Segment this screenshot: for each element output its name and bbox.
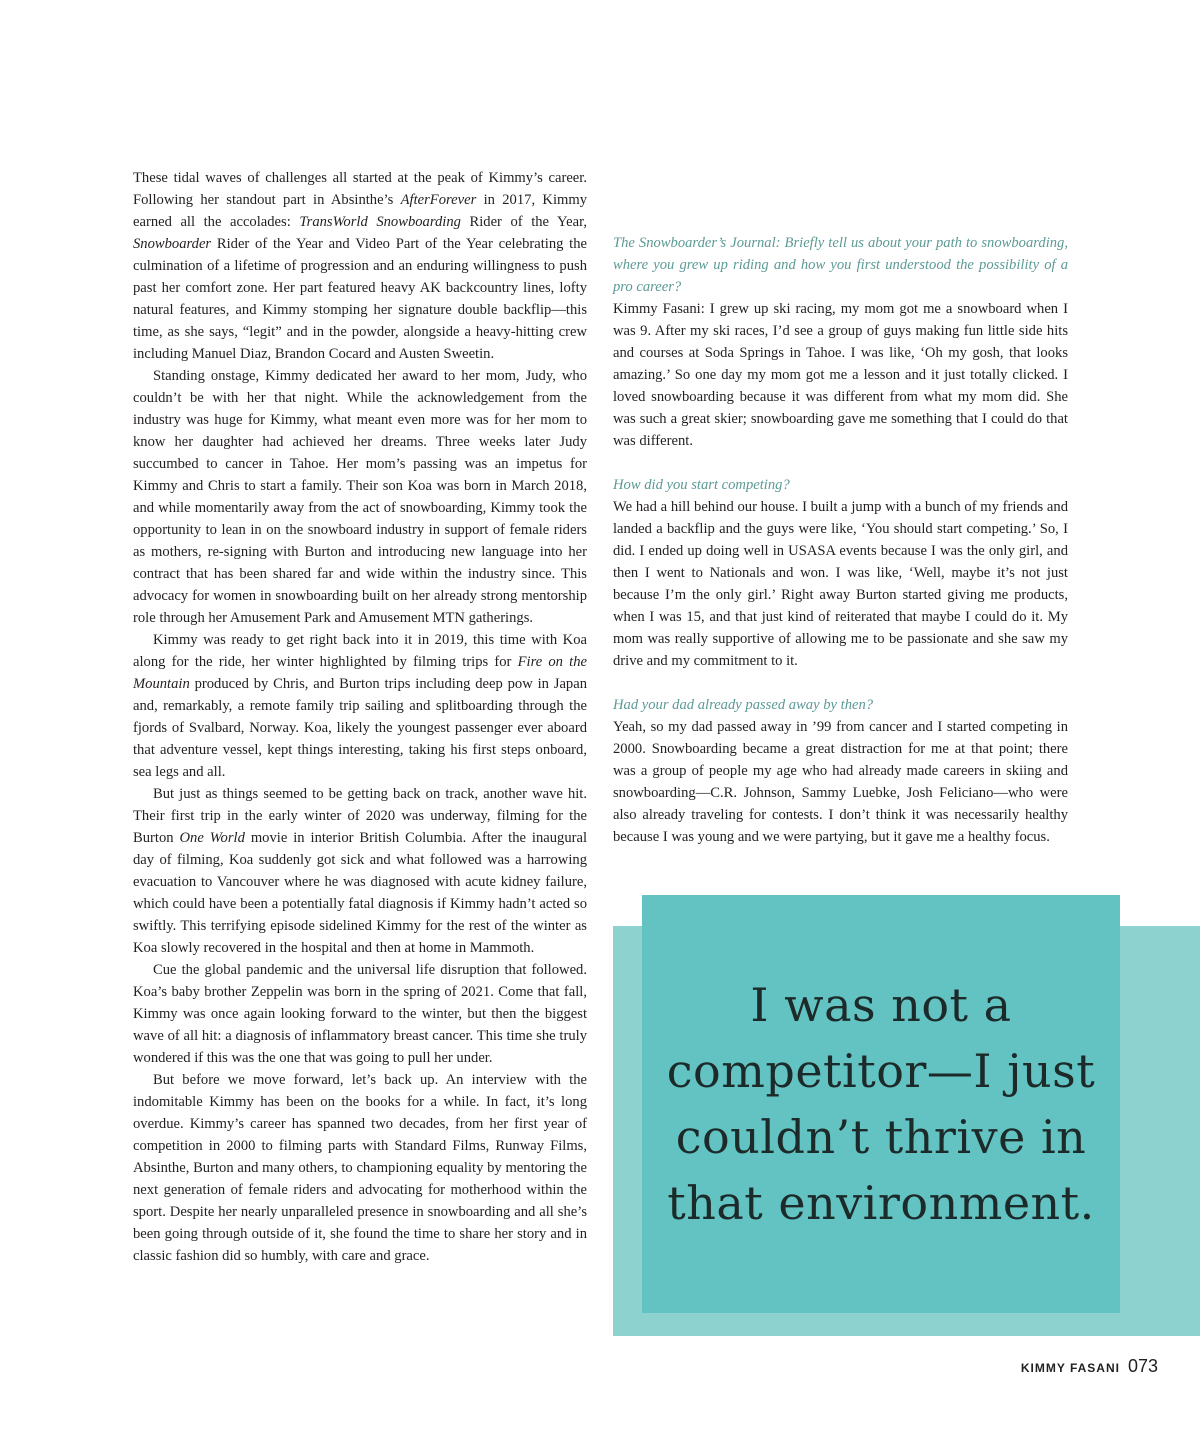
paragraph-5: Cue the global pandemic and the universal life disruption that followed. Koa’s baby brother Zeppelin was born in the spring of 2021. Come that fall, Kimmy was once again looking forward to the winter, but then the biggest wave of all hit: a diagnosis of inflammatory breast cancer. This time she truly wondered if this was the one that was going to pull her under. (133, 962, 587, 1066)
interview-question: How did you start competing? (613, 477, 790, 493)
interview-column (613, 232, 1068, 870)
interview-answer: Kimmy Fasani: I grew up ski racing, my mom got me a snowboard when I was 9. After my ski races, I’d see a group of guys making fun little side hits and courses at Soda Springs in Tahoe. I was like, ‘Oh my gosh, that looks amazing.’ So one day my mom got me a lesson and it just totally clicked. I loved snowboarding because it was different from what my mom did. She was such a great skier; snowboarding gave me something that I could do that was different. (613, 301, 1068, 449)
interview-answer: We had a hill behind our house. I built a jump with a bunch of my friends and landed a backflip and the guys were like, ‘You should start competing.’ So, I did. I ended up doing well in USASA events because I was the only girl, and then I went to Nationals and won. I was like, ‘Well, maybe it’s not just because I’m the only girl.’ Right away Burton started giving me products, when I was 15, and that just kind of reiterated that maybe I could do it. My mom was really supportive of allowing me to be passionate and she saw my drive and my commitment to it. (613, 499, 1068, 669)
page-footer (1021, 1356, 1158, 1377)
paragraph-6: But before we move forward, let’s back up. An interview with the indomitable Kimmy has been on the books for a while. In fact, it’s long overdue. Kimmy’s career has spanned two decades, from her first year of competition in 2000 to filming parts with Standard Films, Runway Films, Absinthe, Burton and many others, to championing equality by mentoring the next generation of female riders and advocating for motherhood within the sport. Despite her nearly unparalleled presence in snowboarding and all she’s been going through outside of it, she found the time to share her story and in classic fashion did so humbly, with care and grace. (133, 1072, 587, 1264)
pull-quote-box (642, 895, 1120, 1313)
footer-article-name: KIMMY FASANI (1020, 1361, 1120, 1375)
interview-question: The Snowboarder’s Journal: Briefly tell us about your path to snowboarding, where you grew up riding and how you first understood the possibility of a pro career? (613, 235, 1068, 295)
paragraph-4: But just as things seemed to be getting back on track, another wave hit. Their first trip in the early winter of 2020 was underway, filming for the Burton One World movie in interior British Columbia. After the inaugural day of filming, Koa suddenly got sick and what followed was a harrowing evacuation to Vancouver where he was diagnosed with acute kidney failure, which could have been a potentially fatal diagnosis if Kimmy hadn’t acted so swiftly. This terrifying episode sidelined Kimmy for the rest of the winter as Koa slowly recovered in the hospital and then at home in Mammoth. (133, 786, 588, 956)
pull-quote: I was not a competitor—I just couldn’t thrive in that environment. (666, 978, 1096, 1230)
paragraph-2: Standing onstage, Kimmy dedicated her award to her mom, Judy, who couldn’t be with her that night. While the acknowledgement from the industry was huge for Kimmy, what meant even more was for her mom to know her daughter had achieved her dreams. Three weeks later Judy succumbed to cancer in Tahoe. Her mom’s passing was an impetus for Kimmy and Chris to start a family. Their son Koa was born in March 2018, and while momentarily away from the act of snowboarding, Kimmy took the opportunity to lean in on the snowboard industry in support of female riders as mothers, re-signing with Burton and introducing new language into her contract that has been shared far and wide within the industry since. This advocacy for women in snowboarding built on her already strong mentorship role through her Amusement Park and Amusement MTN gatherings. (133, 368, 587, 626)
article-body (133, 167, 587, 1267)
interview-answer: Yeah, so my dad passed away in ’99 from cancer and I started competing in 2000. Snowboarding became a great distraction for me at that point; there was a group of people my age who had already made careers in skiing and snowboarding—C.R. Johnson, Sammy Luebke, Josh Feliciano—who were also already traveling for contests. I don’t think it was necessarily healthy because I was young and we were partying, but it gave me a healthy focus. (613, 719, 1068, 845)
paragraph-1: These tidal waves of challenges all started at the peak of Kimmy’s career. Following her standout part in Absinthe’s AfterForever in 2017, Kimmy earned all the accolades: TransWorld Snowboarding Rider of the Year, Snowboarder Rider of the Year and Video Part of the Year celebrating the culmination of a lifetime of progression and an enduring willingness to push past her comfort zone. Her part featured heavy AK backcountry lines, lofty natural features, and Kimmy stomping her signature double backflip—this time, as she says, “legit” and in the powder, alongside a heavy-hitting crew including Manuel Diaz, Brandon Cocard and Austen Sweetin. (133, 170, 588, 362)
page-number: 073 (1127, 1356, 1158, 1376)
interview-question: Had your dad already passed away by then? (613, 697, 874, 713)
paragraph-3: Kimmy was ready to get right back into it in 2019, this time with Koa along for the ride, her winter highlighted by filming trips for Fire on the Mountain produced by Chris, and Burton trips including deep pow in Japan and, remarkably, a remote family trip sailing and splitboarding through the fjords of Svalbard, Norway. Koa, likely the youngest passenger ever aboard that adventure vessel, kept things interesting, taking his first steps onboard, sea legs and all. (133, 632, 587, 780)
